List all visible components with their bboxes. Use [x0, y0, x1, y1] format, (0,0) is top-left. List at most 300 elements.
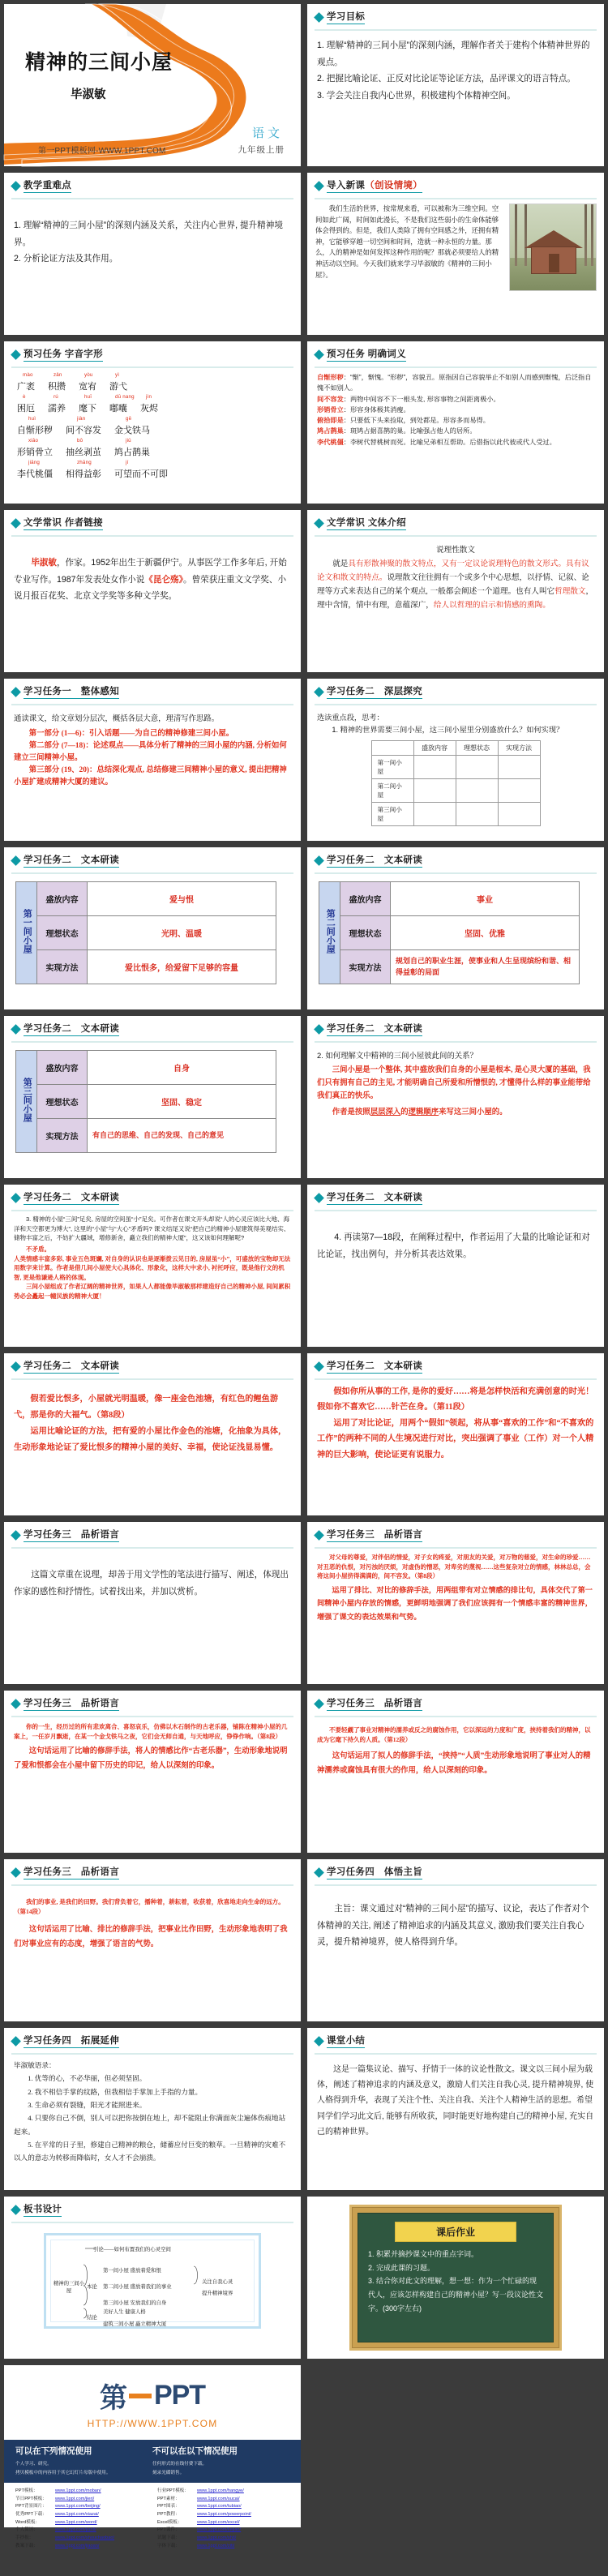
quotes-lead: 毕淑敏语录：: [14, 2061, 56, 2069]
slide-board-design[interactable]: [4, 2197, 301, 2359]
link-row[interactable]: [157, 2496, 289, 2504]
text-analysis: 这句话运用了比喻的修辞手法，将人的情感比作“古老乐器”，生动形象地说明了爱和恨都会在小屋中留下历史的印记，给人以深刻的印象。: [14, 1747, 288, 1770]
word-cell: [114, 417, 150, 436]
board-room: 第三间小屋 安放我们的自身: [103, 2300, 167, 2306]
row-value: 光明、温暖: [88, 916, 276, 950]
goal-line: 3. 学会关注自我内心世界，积极建构个体精神空间。: [317, 90, 516, 101]
word: 间不容发: [66, 426, 101, 435]
slide-definitions[interactable]: [307, 341, 604, 504]
slide-question-three[interactable]: [4, 1185, 301, 1347]
slide-room-one[interactable]: [4, 847, 301, 1009]
slide-contrast-example[interactable]: [307, 1353, 604, 1515]
slide-header: [307, 173, 604, 195]
diamond-icon: [314, 181, 324, 191]
link-row[interactable]: [157, 2503, 289, 2511]
word: 广袤: [17, 382, 35, 392]
blackboard-frame: [349, 2205, 562, 2351]
row-key: 盛放内容: [340, 882, 391, 916]
table-row: [371, 803, 540, 826]
table-row: [319, 950, 580, 984]
slide-overall-perception[interactable]: [4, 679, 301, 841]
slide-header: [4, 2197, 301, 2219]
slide-header-title: 学习任务二 文本研读: [24, 1022, 119, 1036]
slide-header: [4, 341, 301, 364]
slide-deep-exploration[interactable]: [307, 679, 604, 841]
word-cell: [66, 417, 101, 436]
table-cell: [456, 779, 498, 803]
row-label: 第三间小屋: [371, 803, 413, 826]
word: 形销骨立: [17, 448, 53, 457]
text-analysis: 这句话运用了比喻、排比的修辞手法，把事业比作田野，生动形象地表明了我们对事业应有的态度，增强了语言的气势。: [14, 1926, 288, 1948]
link-row[interactable]: [157, 2527, 289, 2535]
slide-parallelism-example[interactable]: [307, 1522, 604, 1684]
slide-header: [4, 173, 301, 195]
board-concl-label: 结论: [87, 2315, 97, 2321]
board-room: 第一间小屋 盛放着爱和恨: [103, 2268, 161, 2274]
quote-item: 1. 优等的心，不必华丽，但必须坚固。: [28, 2074, 147, 2083]
word: 困厄: [17, 404, 35, 414]
row-value: 自身: [88, 1051, 276, 1085]
subject-label: 语文: [251, 127, 283, 140]
slide-header-title: 学习任务一 整体感知: [24, 684, 119, 699]
definition-term: 自惭形秽: [317, 374, 344, 381]
genre-paragraph: [317, 557, 594, 612]
goal-line: 1. 理解“精神的三间小屋”的深刻内涵，理解作者关于建构个体精神世界的观点。: [317, 41, 590, 67]
pinyin: bō: [77, 438, 83, 444]
deny-item: 刻录光碟销售。: [152, 2470, 185, 2475]
slide-genre-intro[interactable]: [307, 510, 604, 672]
answer-body-2: 三间小屋组成了作者辽阔的精神世界，如果人人都能像毕淑敏那样建造好自己的精神小屋, 间间累积势必会矗起一幢民族的精神大厦！: [14, 1283, 291, 1300]
pinyin: yì: [115, 372, 120, 378]
slide-header: [307, 679, 604, 701]
word-cell: [114, 439, 150, 458]
diamond-icon: [11, 1867, 21, 1878]
slide-body: [4, 1717, 301, 1777]
definition-item: [317, 405, 594, 415]
slide-header: [4, 679, 301, 701]
slide-header: [4, 847, 301, 870]
diamond-icon: [11, 349, 21, 360]
header-suffix: （创设情境）: [365, 181, 423, 191]
slide-learning-goals[interactable]: [307, 4, 604, 166]
text-quote: 你的一生，经历过的所有悲欢离合、喜怒哀乐，仿佛以木石制作的古老乐器，铺陈在精神小屋的几案上，一任岁月飘逝，在某一个金戈铁马之夜，它们会无师自通，与天地呼应，铮铮作响。（第8段）: [14, 1723, 288, 1740]
link-row[interactable]: [15, 2543, 148, 2551]
slide-extension[interactable]: [4, 2028, 301, 2190]
slide-header-title: 学习目标: [327, 10, 365, 24]
link-label: 教案下载：: [15, 2543, 38, 2548]
blackboard: [358, 2213, 554, 2342]
slide-deck: [4, 4, 604, 2548]
link-label: 字体下载：: [157, 2543, 180, 2548]
row-value: 坚固、稳定: [88, 1085, 276, 1119]
diamond-icon: [11, 1699, 21, 1709]
word-cell: [66, 439, 101, 458]
row-key: 实现方法: [37, 1119, 88, 1153]
diamond-icon: [11, 1361, 21, 1372]
text-analysis: 这句话运用了拟人的修辞手法，“挟持”“人质”生动形象地说明了事业对人的精神濡养或腐蚀具有很大的作用，给人以深刻的印象。: [317, 1752, 591, 1775]
link-label: 试题下载：: [157, 2535, 180, 2540]
link-row[interactable]: [157, 2535, 289, 2543]
slide-metaphor-example[interactable]: [4, 1353, 301, 1515]
link-label: PPT教程：: [157, 2512, 180, 2518]
slide-pronunciation[interactable]: [4, 341, 301, 504]
homework-title: 课后作业: [395, 2222, 516, 2242]
link-url[interactable]: www.1ppt.com/xiazai/: [55, 2512, 99, 2518]
task-statement: 这是一篇集议论、描写、抒情于一体的议论性散文。课文以三间小屋为载体，阐述了精神追求的内涵及意义，激励人们关注自我心灵, 提升精神境界, 使人格得到升华，表现了关注个性、关注自我、关注个人精神生活的思想。希望同学们学习此文后, 能够有所收获，同时能更好地构建自己的精神小屋, 充实自己的精神世界。: [317, 2065, 594, 2137]
pinyin: mào: [23, 372, 33, 378]
page-title: 精神的三间小屋: [25, 51, 173, 74]
task-answer-2: [317, 1107, 594, 1120]
board-subject: 精神的三间小屋: [53, 2281, 85, 2294]
table-row: [16, 1119, 276, 1153]
ans2-mid: 的: [400, 1108, 409, 1117]
row-value: 爱比恨多，给爱留下足够的容量: [88, 950, 276, 984]
word-cell: [17, 461, 53, 480]
slide-body: [307, 705, 604, 735]
slide-header-title: 学习任务三 品析语言: [24, 1528, 119, 1542]
slide-header-title: 文学常识 作者链接: [24, 516, 103, 530]
slide-header-title: 教学重难点: [24, 178, 71, 193]
table-cell: [456, 803, 498, 826]
slide-author-intro[interactable]: [4, 510, 301, 672]
word-cell: [48, 395, 66, 414]
word-cell: [17, 439, 53, 458]
slide-header-title: 预习任务 字音字形: [24, 347, 103, 362]
homework-item: 2. 完成此课的习题。: [368, 2263, 435, 2272]
table-cell: [413, 756, 456, 779]
slide-header: [4, 1016, 301, 1039]
quote-item: 2. 我不相信手掌的纹路，但我相信手掌加上手指的力量。: [28, 2087, 203, 2096]
slide-header-title: 学习任务二 文本研读: [327, 853, 422, 868]
allow-item: 个人学习、研究。: [15, 2462, 52, 2467]
ans2-pre: 作者是按照: [332, 1108, 370, 1117]
slide-field-metaphor[interactable]: [4, 1859, 301, 2021]
link-url[interactable]: www.1ppt.com/powerpoint/: [197, 2512, 251, 2518]
slide-header-title: 板书设计: [24, 2202, 62, 2217]
link-row[interactable]: [15, 2503, 148, 2511]
link-row[interactable]: [15, 2527, 148, 2535]
deny-item: 任何形式的在线付费下载。: [152, 2462, 208, 2467]
diamond-icon: [11, 855, 21, 866]
pinyin: jiū: [126, 438, 131, 444]
logo-dash-icon: [129, 2394, 152, 2398]
link-label: PPT图表：: [157, 2504, 180, 2510]
slide-homework[interactable]: [307, 2197, 604, 2359]
slide-header-title: 学习任务三 品析语言: [24, 1696, 119, 1711]
quote-item: 3. 生命必须有裂缝，阳光才能照进来。: [28, 2100, 147, 2109]
slide-header-title: 学习任务三 品析语言: [327, 1528, 422, 1542]
link-label: 手抄报：: [15, 2535, 34, 2540]
text-quote: 假如你所从事的工作, 是你的爱好……将是怎样快活和充满创意的时光！假如你不喜欢它……针芒在身。（第11段）: [317, 1387, 594, 1412]
pinyin: è: [23, 394, 26, 400]
room-table: [319, 881, 580, 984]
slide-header: [4, 1522, 301, 1545]
word-cell: [79, 395, 96, 414]
word: 麾下: [79, 404, 96, 414]
slide-body: [307, 1549, 604, 1627]
word: 抽丝剥茧: [66, 448, 101, 457]
word: 鸠占鹊巢: [114, 448, 150, 457]
homework-item: 3. 结合你对此文的理解，想一想：作为一个忙碌的现代人，应该怎样构建自己的精神小屋？写一段议论性文字。(300字左右): [368, 2277, 544, 2312]
board-diagram: [44, 2233, 261, 2329]
slide-room-two[interactable]: [307, 847, 604, 1009]
table-cell: [456, 756, 498, 779]
slide-metaphor-instrument[interactable]: [4, 1691, 301, 1853]
author-work: 《昆仑殇》: [144, 574, 183, 585]
row-key: 理想状态: [37, 1085, 88, 1119]
row-key: 理想状态: [340, 916, 391, 950]
pinyin: xiāo: [28, 438, 39, 444]
allow-item: 拷贝模板中的内容用于其它幻灯片母版中使用。: [15, 2470, 111, 2475]
pinyin: jí: [126, 460, 129, 465]
definition-text: ：斑鸠占据喜鹊的巢。比喻强占他人的居所。: [343, 427, 477, 435]
diamond-icon: [314, 12, 324, 23]
logo-area: [4, 2365, 301, 2440]
slide-header-title: 预习任务 明确词义: [327, 347, 406, 362]
slide-header-title: 课堂小结: [327, 2034, 365, 2048]
slide-summary[interactable]: [307, 2028, 604, 2190]
word-cell: [17, 373, 35, 392]
pinyin: jiāng: [28, 460, 41, 465]
link-label: 优秀PPT下载：: [15, 2512, 47, 2518]
slide-body: [4, 705, 301, 792]
link-url[interactable]: www.1ppt.com/hangye/: [197, 2488, 244, 2494]
slide-personification-example[interactable]: [307, 1691, 604, 1853]
table-header-row: [371, 741, 540, 756]
link-url[interactable]: www.1ppt.com/jiaoan/: [55, 2543, 100, 2548]
word: 灰烬: [140, 404, 158, 414]
table-cell: [413, 803, 456, 826]
row-key: 盛放内容: [37, 1051, 88, 1085]
site-watermark: 第一PPT模板网-WWW.1PPT.COM: [38, 147, 166, 156]
slide-header-title: 学习任务三 品析语言: [24, 1865, 119, 1879]
link-url[interactable]: www.1ppt.com/moban/: [55, 2488, 101, 2494]
links-right: [157, 2488, 289, 2550]
links-area: [4, 2483, 301, 2555]
slide-header-title: 学习任务二 文本研读: [24, 1359, 119, 1374]
word-cell: [140, 395, 158, 414]
slide-header: [307, 1016, 604, 1039]
slide-header-title: 学习任务二 文本研读: [327, 1022, 422, 1036]
slide-theme[interactable]: [307, 1859, 604, 2021]
word-cell: [114, 461, 168, 480]
word-row: [17, 417, 288, 436]
word-row: [17, 461, 288, 480]
task-answer: 三间小屋是一个整体, 其中盛放我们自身的小屋是根本, 是心灵大厦的基础，我们只有拥有自己的主见, 才能明确自己所爱和所憎恨的, 才懂得什么样的事业能带给我们真正的快乐。: [317, 1065, 591, 1100]
link-url[interactable]: www.1ppt.com/jieri/: [55, 2496, 95, 2501]
diamond-icon: [11, 181, 21, 191]
slide-header: [4, 1185, 301, 1207]
slide-header: [307, 847, 604, 870]
slide-body: [4, 537, 301, 608]
room-label: 第一间小屋: [16, 882, 37, 984]
slide-question-four[interactable]: [307, 1185, 604, 1347]
definition-term: 李代桃僵: [317, 438, 344, 446]
task-question: 2. 如何理解文中精神的三间小屋彼此间的关系？: [317, 1051, 477, 1060]
slide-body: [307, 199, 604, 291]
row-key: 盛放内容: [37, 882, 88, 916]
link-label: Word模板：: [15, 2519, 41, 2525]
link-url[interactable]: www.1ppt.com/excel/: [197, 2519, 240, 2525]
text-analysis: 运用了排比、对比的修辞手法，用两组带有对立情感的排比句，具体交代了第一间精神小屋内存放的情感，更鲜明地强调了我们应该拥有一个情感丰富的精神世界，增强了课文的表达效果和气势。: [317, 1585, 593, 1621]
diamond-icon: [314, 518, 324, 529]
word-row: [17, 373, 288, 392]
definition-term: 形销骨立: [317, 405, 344, 414]
word-row: [17, 439, 288, 458]
definition-text: ：“惭”，惭愧。“形秽”，容貌丑。原指因自己容貌举止不如别人而感到惭愧，后泛指自愧不如别人。: [317, 374, 592, 392]
slide-header: [307, 1691, 604, 1713]
row-value: 坚固、优雅: [391, 916, 580, 950]
author-bio: ，作家。1952年出生于新疆伊宁。从事医学工作多年后, 开始专业写作。1987年发表处女作小说: [14, 558, 287, 585]
diamond-icon: [314, 1530, 324, 1541]
row-label: 第二间小屋: [371, 779, 413, 803]
genre-title: 说理性散文: [436, 546, 475, 555]
homework-list: [368, 2248, 543, 2315]
slide-header: [4, 1691, 301, 1713]
text-quote: 假若爱比恨多，小屋就光明温暖，像一座金色池塘，有红色的鲤鱼游弋，那是你的大福气。（第8段）: [14, 1395, 279, 1420]
link-row[interactable]: [15, 2488, 148, 2496]
part-line: 第二部分 (7—18)：论述观点——具体分析了精神的三间小屋的内涵, 分析如何建立三间精神小屋。: [14, 742, 287, 763]
row-key: 实现方法: [37, 950, 88, 984]
link-url[interactable]: www.1ppt.com/shti/: [197, 2535, 237, 2540]
diamond-icon: [314, 2036, 324, 2047]
table-row: [16, 1085, 276, 1119]
focus-line: 1. 理解“精神的三间小屋”的深刻内涵及关系，关注内心世界, 提升精神境界。: [14, 221, 283, 247]
link-url[interactable]: www.1ppt.com/word/: [55, 2519, 97, 2525]
link-row[interactable]: [15, 2535, 148, 2543]
link-url[interactable]: www.1ppt.com/ziti/: [197, 2543, 235, 2548]
header-rule: [11, 1041, 293, 1043]
site-url: HTTP://WWW.1PPT.COM: [87, 2418, 218, 2429]
word-row: [17, 395, 288, 414]
slide-body: [307, 31, 604, 108]
slide-body: [307, 1717, 604, 1781]
slide-title[interactable]: [4, 4, 301, 166]
link-url[interactable]: www.1ppt.com/shouchaobao/: [55, 2535, 115, 2540]
link-row[interactable]: [15, 2496, 148, 2504]
room-table: [15, 881, 276, 984]
ans2-mark: 层层深入: [370, 1108, 401, 1117]
table-row: [319, 882, 580, 916]
slide-header-title: 学习任务四 拓展延伸: [24, 2034, 119, 2048]
word: 李代桃僵: [17, 469, 53, 479]
author-bio-cont: 。曾荣获庄重文文学奖、小说月报百花奖、北京文学奖等多种文学奖。: [14, 574, 287, 602]
slide-header-title: 学习任务二 文本研读: [327, 1359, 422, 1374]
pinyin: zhāng: [77, 460, 92, 465]
links-left: [15, 2488, 148, 2550]
task-statement: 这篇文章重在说理，却善于用文学性的笔法进行描写、阐述，体现出作家的感性和抒情性。试着找出来，并加以赏析。: [14, 1570, 289, 1597]
usage-terms: [4, 2440, 301, 2483]
definition-term: 间不容发: [317, 395, 344, 403]
slide-rooms-relation[interactable]: [307, 1016, 604, 1178]
definition-text: ：只要低下头来捡取，到处都是。形容多而易得。: [343, 417, 490, 425]
text-analysis: 运用了对比论证，用两个“假如”领起，将从事“喜欢的工作”和“不喜欢的工作”的两种不同的人生境况进行对比，突出强调了事业（工作）对一个人精神的巨大影响，使论证更有说服力。: [317, 1418, 594, 1459]
word-cell: [109, 373, 127, 392]
part-line: 第一部分 (1—6)：引入话题——为自己的精神修建三间小屋。: [28, 730, 234, 739]
link-row[interactable]: [157, 2519, 289, 2527]
task-statement: 主旨：课文通过对“精神的三间小屋”的描写、议论，表达了作者对个体精神的关注, 阐述了精神追求的内涵及其意义, 激励我们要关注自我心灵，提升精神境界，使人格得到升华。: [317, 1904, 589, 1948]
row-value: 事业: [391, 882, 580, 916]
word: 积攒: [48, 382, 66, 392]
pinyin: dū nang: [115, 394, 135, 400]
slide-header: [307, 4, 604, 27]
link-row[interactable]: [15, 2511, 148, 2519]
slide-body: [4, 1886, 301, 1955]
slide-body: [4, 1380, 301, 1459]
definition-term: 俯拾即是: [317, 417, 344, 425]
genre-p2-red: 哲理散文: [554, 587, 586, 597]
row-label: 第一间小屋: [371, 756, 413, 779]
word: 自惭形秽: [17, 426, 53, 435]
link-url[interactable]: www.1ppt.com/kejian/: [197, 2527, 242, 2533]
slide-header: [4, 1353, 301, 1376]
link-row[interactable]: [15, 2519, 148, 2527]
board-concl: 美好人生 健康人格: [103, 2309, 146, 2315]
slide-language-analysis-intro[interactable]: [4, 1522, 301, 1684]
board-concl: 建筑三间小屋 矗立精神大厦: [103, 2321, 167, 2327]
slide-1ppt-footer[interactable]: [4, 2365, 301, 2548]
genre-p3-red: 给人以哲理的启示和情感的熏陶。: [433, 601, 550, 611]
column-header: 理想状态: [456, 741, 498, 756]
slide-teaching-focus[interactable]: [4, 173, 301, 335]
slide-header: [4, 510, 301, 533]
task-question: 3. 精神的小屋“三间”足矣, 房屋的空间虽“小”足矣。可作者在课文开头却说“人的心灵应该比大地、海洋和天空都更为博大”, 这里的“小屋”与“大心”矛盾吗? 课文结尾又说“把自己的精神小屋建筑得美观结实、储物丰富之后，不妨扩大疆域，增修新舍，矗立我们的精神大厦”，这又该如何理解呢?: [14, 1215, 290, 1242]
definition-item: [317, 372, 594, 394]
author-name: 毕淑敏: [71, 88, 106, 101]
word-cell: [17, 417, 53, 436]
swoosh-graphic: [4, 4, 301, 166]
link-url[interactable]: www.1ppt.com/sucai/: [197, 2496, 240, 2501]
word-cell: [17, 395, 35, 414]
pinyin: rú: [54, 394, 58, 400]
table-cell: [498, 803, 540, 826]
header-rule: [11, 872, 293, 874]
link-row[interactable]: [157, 2543, 289, 2551]
link-label: PPT背景图片：: [15, 2504, 47, 2510]
link-url[interactable]: www.1ppt.com/beijing/: [55, 2504, 101, 2510]
slide-header: [307, 510, 604, 533]
column-header: [371, 741, 413, 756]
link-label: 节日PPT模板：: [15, 2496, 47, 2501]
ans2-mark2: 逻辑顺序: [408, 1108, 439, 1117]
slide-header-title: [327, 178, 422, 193]
link-url[interactable]: www.1ppt.com/tubiao/: [197, 2504, 242, 2510]
link-label: 行业PPT模板：: [157, 2488, 189, 2494]
logo-cn: 第: [99, 2383, 126, 2414]
slide-lead-in[interactable]: [307, 173, 604, 335]
text-quote: 我们的事业, 是我们的田野。我们背负着它，播种着，耕耘着，收获着，欣喜地走向生命的远方。（第14段）: [14, 1898, 285, 1915]
table-row: [16, 950, 276, 984]
slide-header: [4, 2028, 301, 2051]
room-table: [15, 1050, 276, 1153]
definition-item: [317, 415, 594, 426]
link-row[interactable]: [157, 2488, 289, 2496]
text-analysis: 运用比喻论证的方法，把有爱的小屋比作金色的池塘，化抽象为具体，生动形象地论证了爱比恨多的精神小屋的美好、幸福，使论证浅显易懂。: [14, 1426, 287, 1452]
diamond-icon: [11, 2205, 21, 2215]
link-url[interactable]: www.1ppt.com/jianli/: [55, 2527, 96, 2533]
link-label: Excel模板：: [157, 2519, 182, 2525]
text-quote: 不要轻觑了事业对精神的濡养或反之的腐蚀作用，它以深远的力度和广度，挟持着我们的精神，以成为它麾下持久的人质。（第12段）: [317, 1726, 591, 1743]
board-intro: 引论——如何布置我们的心灵空间: [93, 2247, 171, 2252]
table-row: [371, 779, 540, 803]
word-cell: [79, 373, 96, 392]
quote-item: 5. 在平常的日子里，修建自己精神的粮仓，储蓄应付巨变的粮草。一旦精神的灾难不以人的意志为转移而降临时，女人才不会崩溃。: [14, 2140, 286, 2162]
slide-room-three[interactable]: [4, 1016, 301, 1178]
quote-item: 4. 只要你自己不倒，别人可以把你按倒在地上，却不能阻止你满面灰尘遍体伤痕地站起来。: [14, 2114, 286, 2136]
table-row: [371, 756, 540, 779]
link-row[interactable]: [157, 2511, 289, 2519]
word-grid: [4, 368, 301, 487]
